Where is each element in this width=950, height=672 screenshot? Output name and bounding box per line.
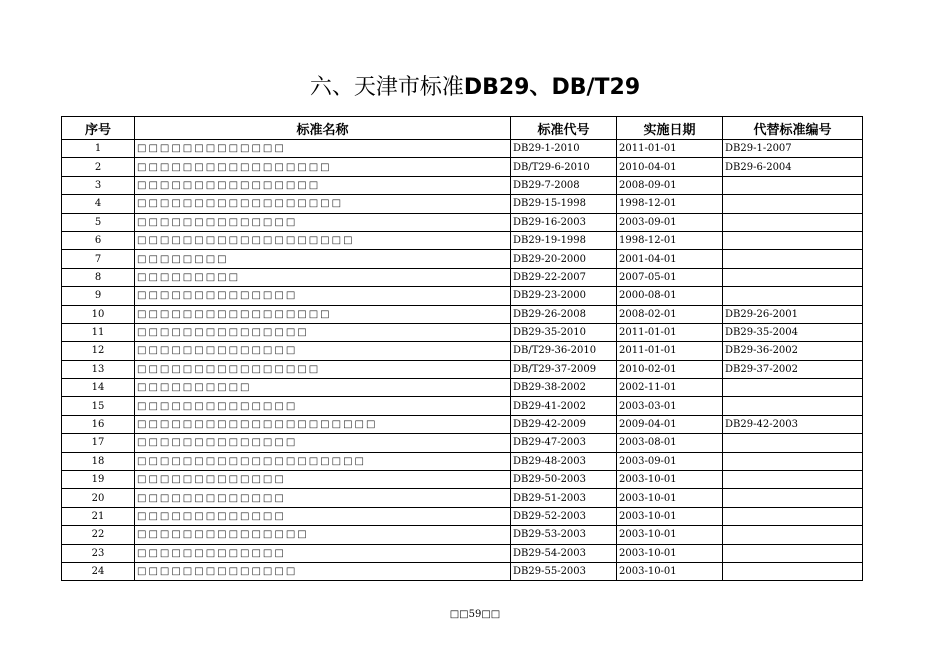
standard-code: DB29-42-2009 bbox=[511, 415, 617, 433]
table-row bbox=[62, 507, 863, 525]
table-row bbox=[62, 158, 863, 176]
row-number: 12 bbox=[62, 342, 135, 360]
standard-code: DB29-54-2003 bbox=[511, 544, 617, 562]
standards-table bbox=[61, 116, 863, 581]
standard-code: DB29-16-2003 bbox=[511, 213, 617, 231]
replaced-standard bbox=[723, 471, 863, 489]
replaced-standard bbox=[723, 434, 863, 452]
table-row bbox=[62, 268, 863, 286]
replaced-standard: DB29-36-2002 bbox=[723, 342, 863, 360]
implementation-date: 2008-02-01 bbox=[617, 305, 723, 323]
implementation-date: 2003-10-01 bbox=[617, 544, 723, 562]
implementation-date: 2003-09-01 bbox=[617, 213, 723, 231]
implementation-date: 2010-02-01 bbox=[617, 360, 723, 378]
table-row bbox=[62, 562, 863, 580]
replaced-standard: DB29-6-2004 bbox=[723, 158, 863, 176]
standard-code: DB29-35-2010 bbox=[511, 323, 617, 341]
replaced-standard bbox=[723, 452, 863, 470]
table-row bbox=[62, 379, 863, 397]
row-number: 10 bbox=[62, 305, 135, 323]
standard-code: DB29-55-2003 bbox=[511, 562, 617, 580]
row-number: 4 bbox=[62, 195, 135, 213]
implementation-date: 2003-10-01 bbox=[617, 471, 723, 489]
replaced-standard: DB29-1-2007 bbox=[723, 140, 863, 158]
replaced-standard: DB29-26-2001 bbox=[723, 305, 863, 323]
replaced-standard bbox=[723, 526, 863, 544]
replaced-standard bbox=[723, 195, 863, 213]
implementation-date: 2007-05-01 bbox=[617, 268, 723, 286]
implementation-date: 2008-09-01 bbox=[617, 176, 723, 194]
title-code: DB29、DB/T29 bbox=[463, 75, 641, 100]
standard-name: □□□□□□□□□□□□□□□□□□□ bbox=[135, 231, 511, 249]
header-replace: 代替标准编号 bbox=[723, 117, 863, 140]
row-number: 7 bbox=[62, 250, 135, 268]
standard-name: □□□□□□□□□□□□□□□ bbox=[135, 323, 511, 341]
page-title bbox=[0, 70, 950, 101]
row-number: 9 bbox=[62, 287, 135, 305]
row-number: 24 bbox=[62, 562, 135, 580]
table-row bbox=[62, 213, 863, 231]
replaced-standard: DB29-35-2004 bbox=[723, 323, 863, 341]
implementation-date: 2001-04-01 bbox=[617, 250, 723, 268]
table-row bbox=[62, 287, 863, 305]
standard-name: □□□□□□□□□□□□□□□ bbox=[135, 526, 511, 544]
row-number: 6 bbox=[62, 231, 135, 249]
standard-name: □□□□□□□□□□□□□□ bbox=[135, 434, 511, 452]
standard-name: □□□□□□□□□□□□□ bbox=[135, 507, 511, 525]
replaced-standard bbox=[723, 489, 863, 507]
standard-code: DB29-26-2008 bbox=[511, 305, 617, 323]
table-row bbox=[62, 305, 863, 323]
implementation-date: 2003-10-01 bbox=[617, 489, 723, 507]
header-code: 标准代号 bbox=[511, 117, 617, 140]
standard-code: DB29-15-1998 bbox=[511, 195, 617, 213]
table-row bbox=[62, 323, 863, 341]
replaced-standard bbox=[723, 379, 863, 397]
row-number: 20 bbox=[62, 489, 135, 507]
standard-code: DB29-38-2002 bbox=[511, 379, 617, 397]
implementation-date: 2003-10-01 bbox=[617, 562, 723, 580]
row-number: 18 bbox=[62, 452, 135, 470]
standard-code: DB29-20-2000 bbox=[511, 250, 617, 268]
header-name: 标准名称 bbox=[135, 117, 511, 140]
standard-name: □□□□□□□□□□ bbox=[135, 379, 511, 397]
replaced-standard bbox=[723, 397, 863, 415]
table-row bbox=[62, 452, 863, 470]
standard-name: □□□□□□□□□□□□□□□□□□□□ bbox=[135, 452, 511, 470]
replaced-standard bbox=[723, 213, 863, 231]
table-row bbox=[62, 360, 863, 378]
table-row bbox=[62, 397, 863, 415]
standard-name: □□□□□□□□□□□□□□□□ bbox=[135, 360, 511, 378]
standard-name: □□□□□□□□□□□□□□□□ bbox=[135, 176, 511, 194]
standard-name: □□□□□□□□□□□□□□□□□□□□□ bbox=[135, 415, 511, 433]
replaced-standard bbox=[723, 250, 863, 268]
standard-code: DB29-7-2008 bbox=[511, 176, 617, 194]
replaced-standard bbox=[723, 287, 863, 305]
standard-code: DB29-48-2003 bbox=[511, 452, 617, 470]
standard-name: □□□□□□□□□□□□□□ bbox=[135, 397, 511, 415]
standard-code: DB29-23-2000 bbox=[511, 287, 617, 305]
standard-code: DB/T29-6-2010 bbox=[511, 158, 617, 176]
row-number: 19 bbox=[62, 471, 135, 489]
table-row bbox=[62, 489, 863, 507]
standard-name: □□□□□□□□□□□□□□ bbox=[135, 287, 511, 305]
row-number: 5 bbox=[62, 213, 135, 231]
standard-name: □□□□□□□□□□□□□□ bbox=[135, 342, 511, 360]
standard-name: □□□□□□□□□ bbox=[135, 268, 511, 286]
row-number: 8 bbox=[62, 268, 135, 286]
standard-code: DB29-53-2003 bbox=[511, 526, 617, 544]
standard-code: DB29-1-2010 bbox=[511, 140, 617, 158]
replaced-standard bbox=[723, 231, 863, 249]
row-number: 16 bbox=[62, 415, 135, 433]
header-date: 实施日期 bbox=[617, 117, 723, 140]
standard-name: □□□□□□□□□□□□□ bbox=[135, 489, 511, 507]
replaced-standard bbox=[723, 176, 863, 194]
row-number: 1 bbox=[62, 140, 135, 158]
header-seq: 序号 bbox=[62, 117, 135, 140]
row-number: 2 bbox=[62, 158, 135, 176]
title-text: 六、天津市标准 bbox=[309, 75, 464, 100]
standard-name: □□□□□□□□ bbox=[135, 250, 511, 268]
standard-code: DB29-19-1998 bbox=[511, 231, 617, 249]
page-footer: □□59□□ bbox=[449, 609, 501, 620]
standard-name: □□□□□□□□□□□□□□□□□□ bbox=[135, 195, 511, 213]
row-number: 21 bbox=[62, 507, 135, 525]
standard-code: DB29-22-2007 bbox=[511, 268, 617, 286]
implementation-date: 2003-09-01 bbox=[617, 452, 723, 470]
table-row bbox=[62, 471, 863, 489]
row-number: 15 bbox=[62, 397, 135, 415]
implementation-date: 2011-01-01 bbox=[617, 140, 723, 158]
implementation-date: 2003-10-01 bbox=[617, 507, 723, 525]
standard-code: DB/T29-37-2009 bbox=[511, 360, 617, 378]
replaced-standard bbox=[723, 562, 863, 580]
implementation-date: 2011-01-01 bbox=[617, 342, 723, 360]
standard-name: □□□□□□□□□□□□□ bbox=[135, 544, 511, 562]
row-number: 13 bbox=[62, 360, 135, 378]
standard-name: □□□□□□□□□□□□□□□□□ bbox=[135, 158, 511, 176]
standard-code: DB29-50-2003 bbox=[511, 471, 617, 489]
replaced-standard: DB29-42-2003 bbox=[723, 415, 863, 433]
implementation-date: 2011-01-01 bbox=[617, 323, 723, 341]
table-row bbox=[62, 195, 863, 213]
replaced-standard bbox=[723, 544, 863, 562]
table-header-row bbox=[62, 117, 863, 140]
standard-code: DB29-47-2003 bbox=[511, 434, 617, 452]
standard-name: □□□□□□□□□□□□□ bbox=[135, 140, 511, 158]
table-row bbox=[62, 544, 863, 562]
implementation-date: 1998-12-01 bbox=[617, 195, 723, 213]
standard-code: DB/T29-36-2010 bbox=[511, 342, 617, 360]
implementation-date: 1998-12-01 bbox=[617, 231, 723, 249]
standard-code: DB29-52-2003 bbox=[511, 507, 617, 525]
implementation-date: 2010-04-01 bbox=[617, 158, 723, 176]
row-number: 14 bbox=[62, 379, 135, 397]
row-number: 3 bbox=[62, 176, 135, 194]
table-body bbox=[62, 140, 863, 581]
standard-name: □□□□□□□□□□□□□□ bbox=[135, 562, 511, 580]
table-row bbox=[62, 231, 863, 249]
row-number: 23 bbox=[62, 544, 135, 562]
replaced-standard bbox=[723, 507, 863, 525]
table-row bbox=[62, 176, 863, 194]
table-row bbox=[62, 342, 863, 360]
row-number: 17 bbox=[62, 434, 135, 452]
replaced-standard bbox=[723, 268, 863, 286]
implementation-date: 2009-04-01 bbox=[617, 415, 723, 433]
table-row bbox=[62, 434, 863, 452]
table-row bbox=[62, 415, 863, 433]
implementation-date: 2002-11-01 bbox=[617, 379, 723, 397]
implementation-date: 2000-08-01 bbox=[617, 287, 723, 305]
row-number: 22 bbox=[62, 526, 135, 544]
standard-name: □□□□□□□□□□□□□□□□□ bbox=[135, 305, 511, 323]
implementation-date: 2003-03-01 bbox=[617, 397, 723, 415]
row-number: 11 bbox=[62, 323, 135, 341]
standard-name: □□□□□□□□□□□□□□ bbox=[135, 213, 511, 231]
table-row bbox=[62, 250, 863, 268]
replaced-standard: DB29-37-2002 bbox=[723, 360, 863, 378]
table-row bbox=[62, 140, 863, 158]
implementation-date: 2003-10-01 bbox=[617, 526, 723, 544]
standard-code: DB29-41-2002 bbox=[511, 397, 617, 415]
standard-code: DB29-51-2003 bbox=[511, 489, 617, 507]
table-row bbox=[62, 526, 863, 544]
implementation-date: 2003-08-01 bbox=[617, 434, 723, 452]
standard-name: □□□□□□□□□□□□□ bbox=[135, 471, 511, 489]
